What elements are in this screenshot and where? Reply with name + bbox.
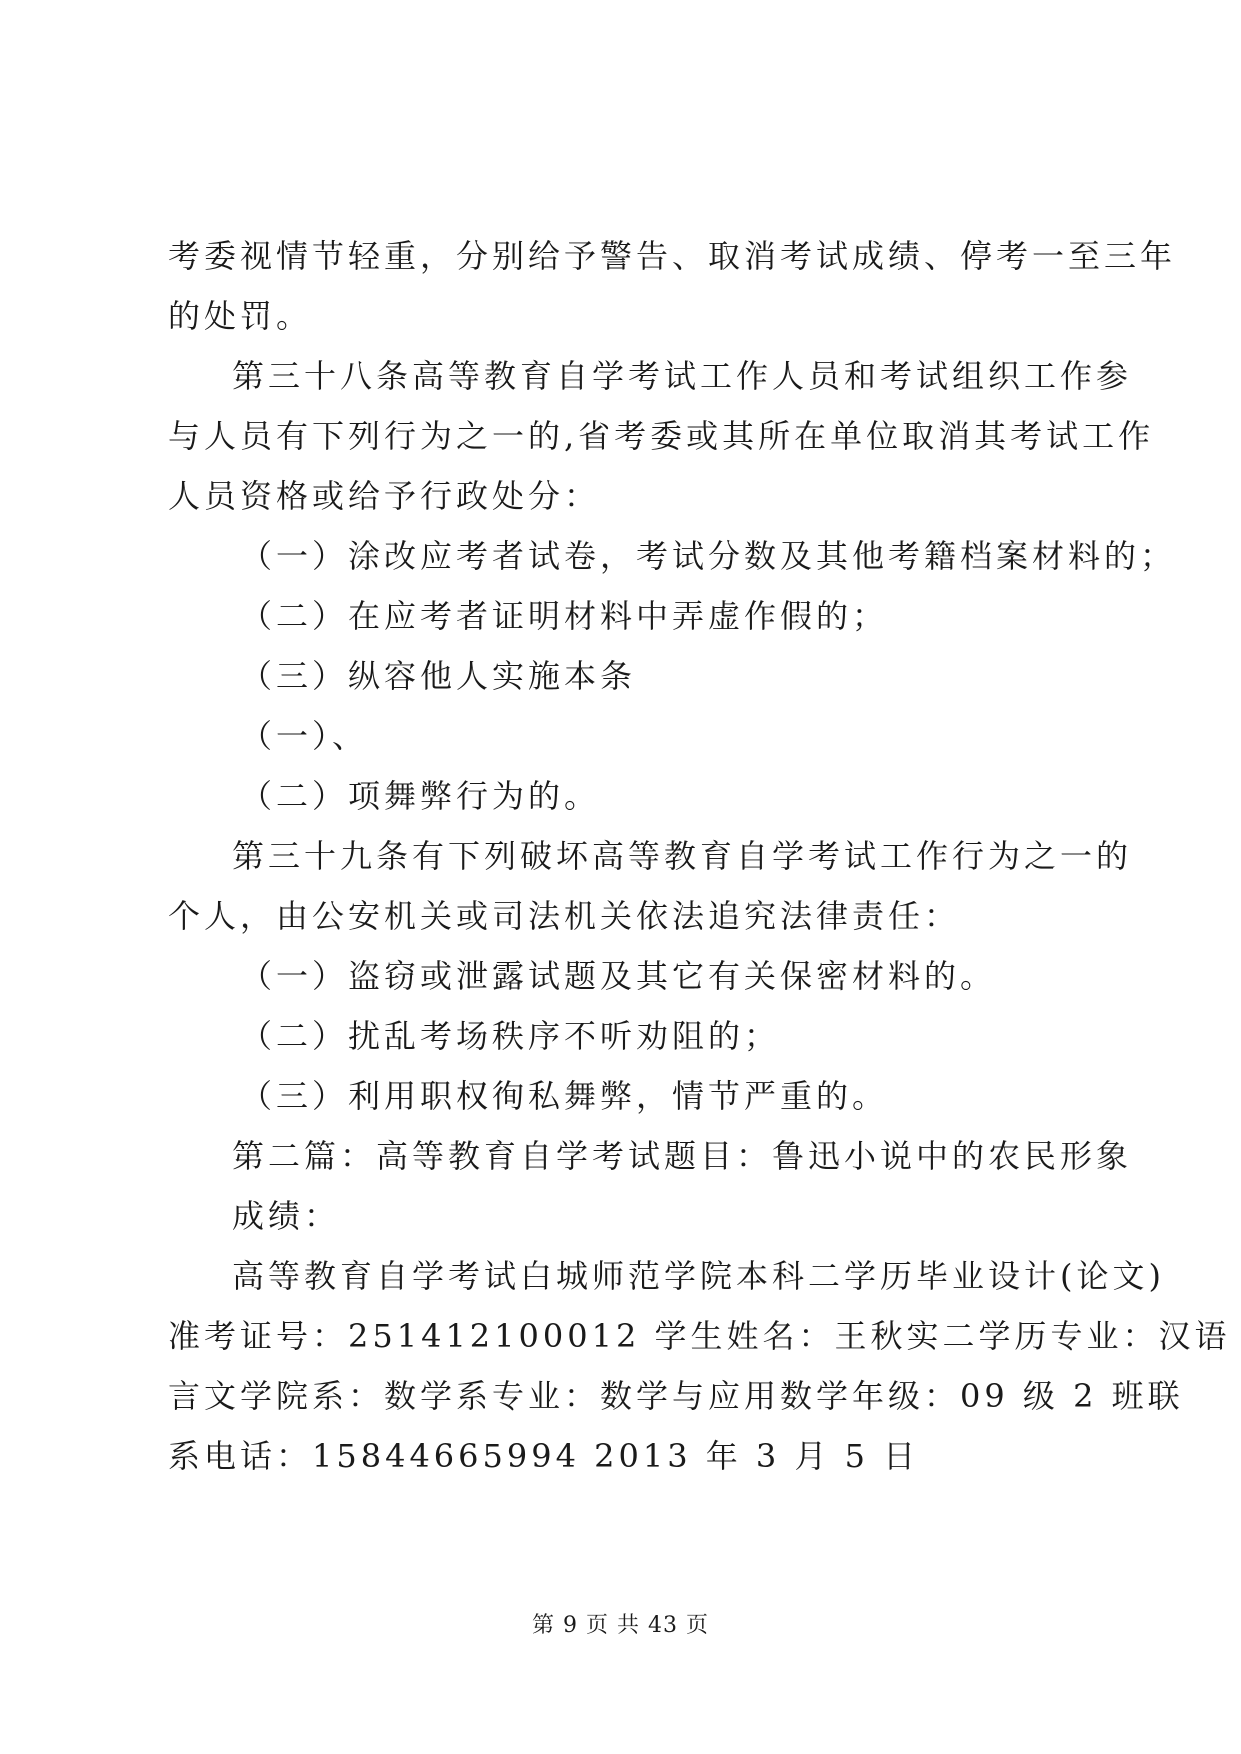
- paragraph-line: 人员资格或给予行政处分：: [168, 477, 601, 515]
- section-heading: 第二篇：高等教育自学考试题目：鲁迅小说中的农民形象: [232, 1137, 1133, 1175]
- list-item: （一）、: [240, 717, 369, 755]
- list-item: （三）纵容他人实施本条: [240, 657, 637, 695]
- list-item: （一）涂改应考者试卷，考试分数及其他考籍档案材料的；: [240, 537, 1177, 575]
- paragraph-line: 考委视情节轻重，分别给予警告、取消考试成绩、停考一至三年: [168, 237, 1177, 275]
- student-info-line: 准考证号：251412100012 学生姓名：王秋实二学历专业：汉语: [168, 1317, 1231, 1355]
- paragraph-line: 与人员有下列行为之一的,省考委或其所在单位取消其考试工作: [168, 417, 1155, 455]
- page-footer: 第 9 页 共 43 页: [532, 1613, 709, 1638]
- list-item: （一）盗窃或泄露试题及其它有关保密材料的。: [240, 957, 997, 995]
- list-item: （二）在应考者证明材料中弄虚作假的；: [240, 597, 889, 635]
- list-item: （二）项舞弊行为的。: [240, 777, 601, 815]
- thesis-title-line: 高等教育自学考试白城师范学院本科二学历毕业设计(论文): [232, 1257, 1165, 1295]
- student-info-line: 系电话：15844665994 2013 年 3 月 5 日: [168, 1437, 920, 1475]
- score-label: 成绩：: [232, 1197, 341, 1235]
- paragraph-line: 个人，由公安机关或司法机关依法追究法律责任：: [168, 897, 961, 935]
- list-item: （三）利用职权徇私舞弊，情节严重的。: [240, 1077, 889, 1115]
- article-39-heading: 第三十九条有下列破坏高等教育自学考试工作行为之一的: [232, 837, 1133, 875]
- article-38-heading: 第三十八条高等教育自学考试工作人员和考试组织工作参: [232, 357, 1133, 395]
- student-info-line: 言文学院系：数学系专业：数学与应用数学年级：09 级 2 班联: [168, 1377, 1184, 1415]
- paragraph-line: 的处罚。: [168, 297, 313, 335]
- list-item: （二）扰乱考场秩序不听劝阻的；: [240, 1017, 781, 1055]
